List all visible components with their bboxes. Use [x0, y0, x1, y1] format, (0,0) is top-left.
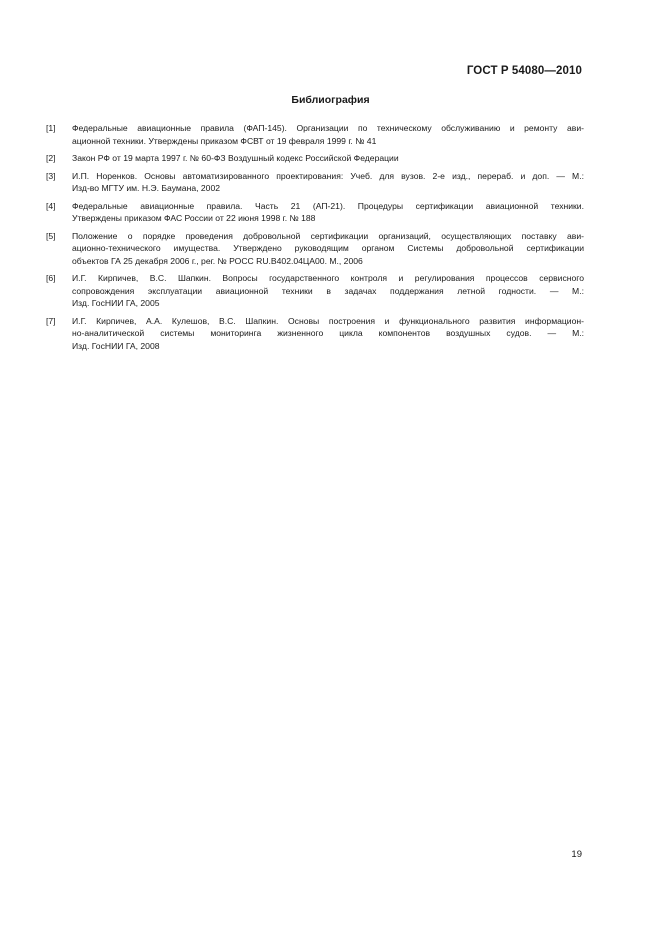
reference-text — [72, 315, 584, 353]
reference-line: ационно-технического имущества. Утверждено руководящим органом Системы добровольной сертификации — [72, 243, 584, 253]
reference-item — [46, 315, 584, 353]
reference-line: И.П. Норенков. Основы автоматизированного проектирования: Учеб. для вузов. 2-е изд., перераб. и доп. — М.: — [72, 170, 584, 181]
reference-text — [72, 170, 584, 195]
reference-line: Изд. ГосНИИ ГА, 2005 — [72, 298, 160, 308]
page-number: 19 — [571, 849, 582, 860]
reference-line: ационной техники. Утверждены приказом ФСВТ от 19 февраля 1999 г. № 41 — [72, 135, 377, 146]
reference-line: объектов ГА 25 декабря 2006 г., рег. № РОСС RU.В402.04ЦА00. М., 2006 — [72, 255, 363, 266]
reference-line: И.Г. Кирпичев, А.А. Кулешов, В.С. Шапкин. Основы построения и функционального развития информацион- — [72, 315, 584, 326]
reference-line: Федеральные авиационные правила (ФАП-145). Организации по техническому обслуживанию и ремонту ави- — [72, 123, 584, 133]
reference-item — [46, 272, 584, 310]
reference-number: [3] — [46, 170, 56, 181]
reference-text — [72, 200, 584, 225]
reference-item — [46, 152, 584, 165]
reference-number: [5] — [46, 230, 56, 241]
reference-item — [46, 122, 584, 147]
reference-line: Федеральные авиационные правила. Часть 21 (АП-21). Процедуры сертификации авиационной техники. — [72, 200, 584, 211]
reference-number: [1] — [46, 123, 56, 133]
reference-line: Закон РФ от 19 марта 1997 г. № 60-ФЗ Воздушный кодекс Российской Федерации — [72, 153, 399, 163]
reference-item — [46, 200, 584, 225]
reference-item — [46, 230, 584, 268]
section-title: Библиография — [291, 94, 370, 106]
reference-line: но-аналитической системы мониторинга жизненного цикла компонентов воздушных судов. — М.: — [72, 328, 584, 338]
reference-text — [72, 152, 584, 165]
reference-number: [2] — [46, 153, 56, 163]
reference-line: Положение о порядке проведения добровольной сертификации организаций, осуществляющих поставку ави- — [72, 230, 584, 241]
reference-number: [4] — [46, 200, 56, 211]
reference-number: [7] — [46, 315, 56, 326]
reference-item — [46, 170, 584, 195]
reference-text — [72, 230, 584, 268]
reference-line: сопровождения эксплуатации авиационной техники в задачах поддержания летной годности. — М.: — [72, 285, 584, 296]
reference-text — [72, 272, 584, 310]
reference-line: Изд-во МГТУ им. Н.Э. Баумана, 2002 — [72, 183, 221, 193]
standard-code: ГОСТ Р 54080—2010 — [466, 65, 582, 77]
reference-line: Изд. ГосНИИ ГА, 2008 — [72, 340, 160, 351]
reference-line: И.Г. Кирпичев, В.С. Шапкин. Вопросы государственного контроля и регулирования процессов сервисного — [72, 273, 584, 283]
reference-number: [6] — [46, 273, 56, 283]
reference-line: Утверждены приказом ФАС России от 22 июня 1998 г. № 188 — [72, 213, 316, 223]
bibliography-list — [46, 122, 584, 357]
reference-text — [72, 122, 584, 147]
